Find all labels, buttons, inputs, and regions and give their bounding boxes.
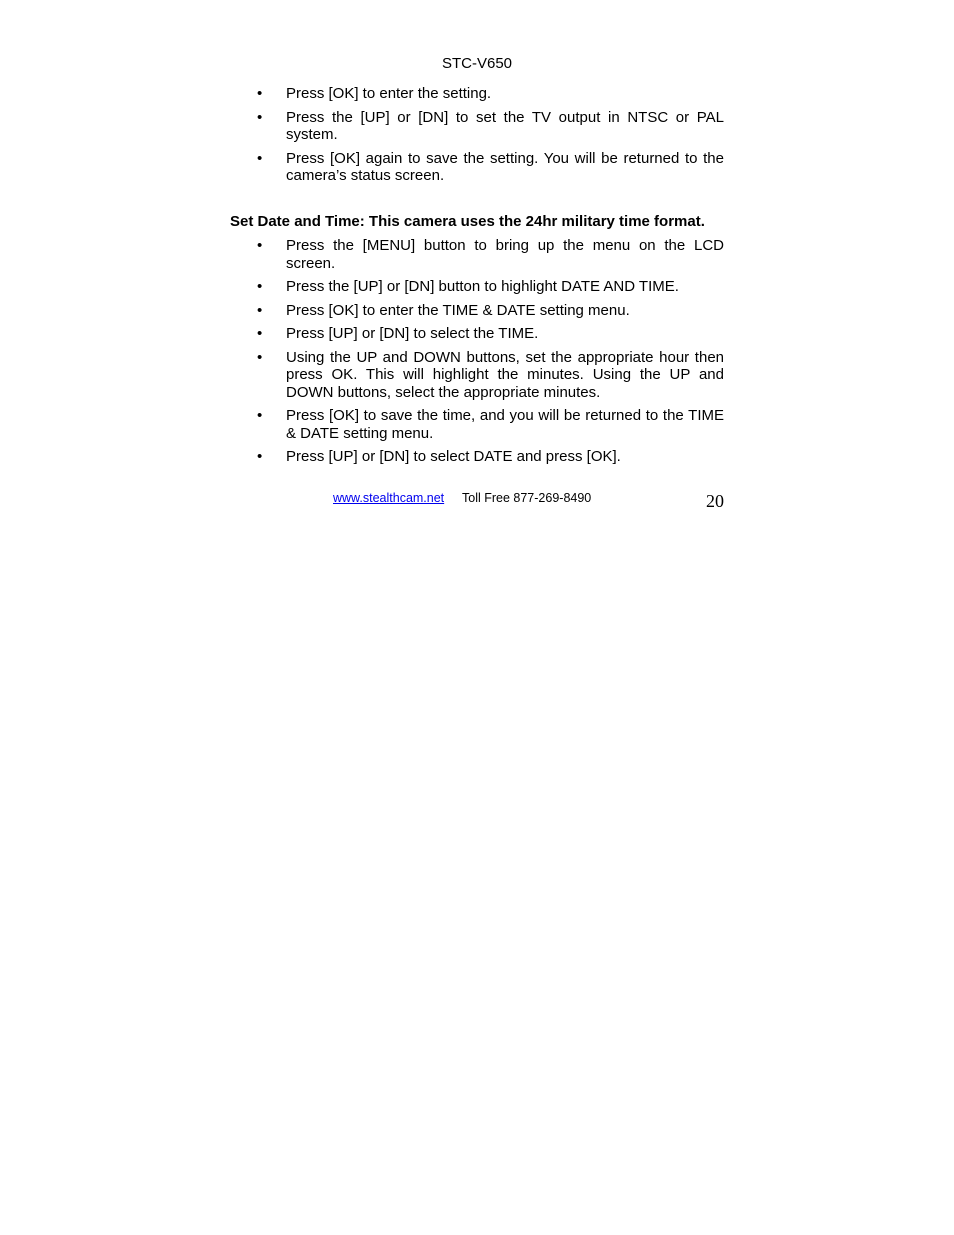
list-item (230, 302, 724, 320)
bullet-icon: • (257, 85, 263, 102)
tv-output-steps-list (230, 85, 724, 191)
list-item (230, 349, 724, 402)
bullet-icon: • (257, 348, 263, 366)
step-text: Press the [MENU] button to bring up the menu on the LCD screen. (286, 237, 724, 272)
list-item (230, 85, 724, 103)
list-item (230, 325, 724, 343)
step-text: Press [OK] to save the time, and you will be returned to the TIME & DATE setting menu. (286, 407, 724, 442)
page-number: 20 (706, 491, 724, 511)
list-item (230, 109, 724, 144)
bullet-icon: • (257, 278, 263, 295)
section-heading-date-time: Set Date and Time: This camera uses the 24hr military time format. (230, 213, 705, 230)
page-header-model: STC-V650 (441, 55, 513, 72)
step-text: Press [OK] to enter the setting. (286, 85, 492, 102)
list-item (230, 278, 724, 296)
date-time-steps-list (230, 237, 724, 472)
step-text: Press the [UP] or [DN] button to highlight DATE AND TIME. (286, 278, 679, 295)
step-text: Press [UP] or [DN] to select the TIME. (286, 325, 539, 342)
bullet-icon: • (257, 448, 263, 465)
step-text: Press [OK] again to save the setting. You will be returned to the camera’s status screen. (286, 149, 724, 184)
bullet-icon: • (257, 301, 263, 319)
bullet-icon: • (257, 237, 263, 254)
list-item (230, 150, 724, 185)
step-text: Using the UP and DOWN buttons, set the appropriate hour then press OK. This will highlight the minutes. Using the UP and DOWN buttons, select the appropriate minutes. (286, 348, 724, 401)
bullet-icon: • (257, 407, 263, 424)
toll-free-phone: Toll Free 877-269-8490 (462, 491, 592, 505)
bullet-icon: • (257, 325, 263, 342)
page-footer (230, 490, 724, 512)
list-item (230, 237, 724, 272)
website-link[interactable]: www.stealthcam.net (333, 491, 445, 505)
step-text: Press the [UP] or [DN] to set the TV output in NTSC or PAL system. (286, 108, 724, 143)
bullet-icon: • (257, 108, 263, 126)
step-text: Press [UP] or [DN] to select DATE and press [OK]. (286, 448, 621, 465)
list-item (230, 448, 724, 466)
list-item (230, 407, 724, 442)
step-text: Press [OK] to enter the TIME & DATE setting menu. (286, 301, 630, 319)
bullet-icon: • (257, 149, 263, 167)
